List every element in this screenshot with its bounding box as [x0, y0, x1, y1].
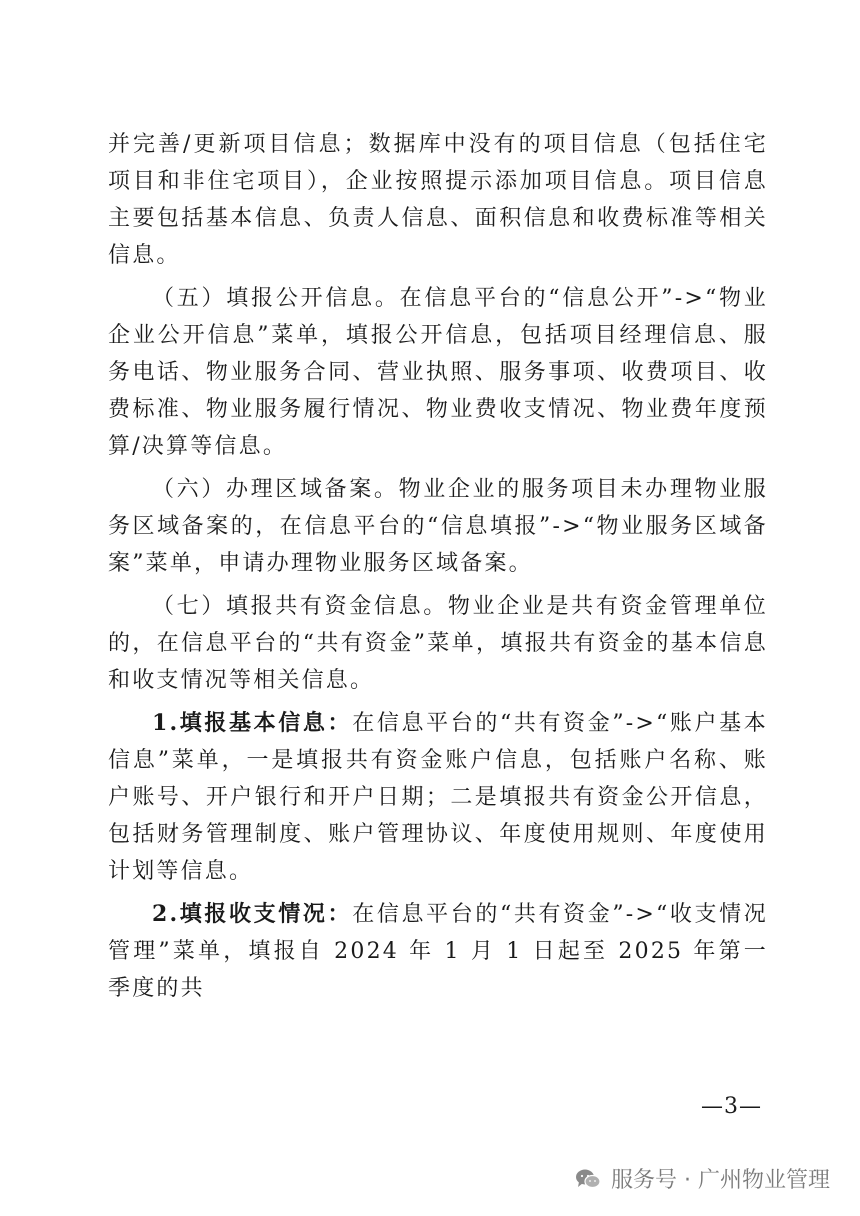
document-body	[108, 126, 768, 1013]
paragraph-income-expense	[108, 896, 768, 1007]
paragraph-lead: 2.填报收支情况：	[152, 901, 353, 927]
paragraph-shared-funds	[108, 588, 768, 699]
paragraph-text: （七）填报共有资金信息。物业企业是共有资金管理单位的，在信息平台的“共有资金”菜单，填报共有资金的基本信息和收支情况等相关信息。	[108, 594, 768, 693]
wechat-icon	[575, 1168, 601, 1190]
paragraph-basic-info	[108, 705, 768, 890]
paragraph-text: 在信息平台的“共有资金”->“账户基本信息”菜单，一是填报共有资金账户信息，包括账户名称、账户账号、开户银行和开户日期；二是填报共有资金公开信息，包括财务管理制度、账户管理协议、年度使用规则、年度使用计划等信息。	[108, 711, 768, 884]
watermark-footer	[575, 1163, 830, 1194]
paragraph-text: （六）办理区域备案。物业企业的服务项目未办理物业服务区域备案的，在信息平台的“信息填报”->“物业服务区域备案”菜单，申请办理物业服务区域备案。	[108, 477, 768, 576]
paragraph-text: 在信息平台的“共有资金”->“收支情况管理”菜单，填报自 2024 年 1 月 1 日起至 2025 年第一季度的共	[108, 902, 768, 1001]
paragraph-area-filing	[108, 471, 768, 582]
paragraph-project-info	[108, 126, 768, 274]
paragraph-text: 并完善/更新项目信息；数据库中没有的项目信息（包括住宅项目和非住宅项目），企业按照提示添加项目信息。项目信息主要包括基本信息、负责人信息、面积信息和收费标准等相关信息。	[108, 132, 768, 268]
paragraph-lead: 1.填报基本信息：	[152, 710, 353, 736]
paragraph-text: （五）填报公开信息。在信息平台的“信息公开”->“物业企业公开信息”菜单，填报公开信息，包括项目经理信息、服务电话、物业服务合同、营业执照、服务事项、收费项目、收费标准、物业服务履行情况、物业费收支情况、物业费年度预算/决算等信息。	[108, 286, 768, 459]
paragraph-public-info	[108, 280, 768, 465]
page-number: —3—	[701, 1094, 762, 1119]
watermark-label: 服务号 · 广州物业管理	[611, 1168, 830, 1193]
